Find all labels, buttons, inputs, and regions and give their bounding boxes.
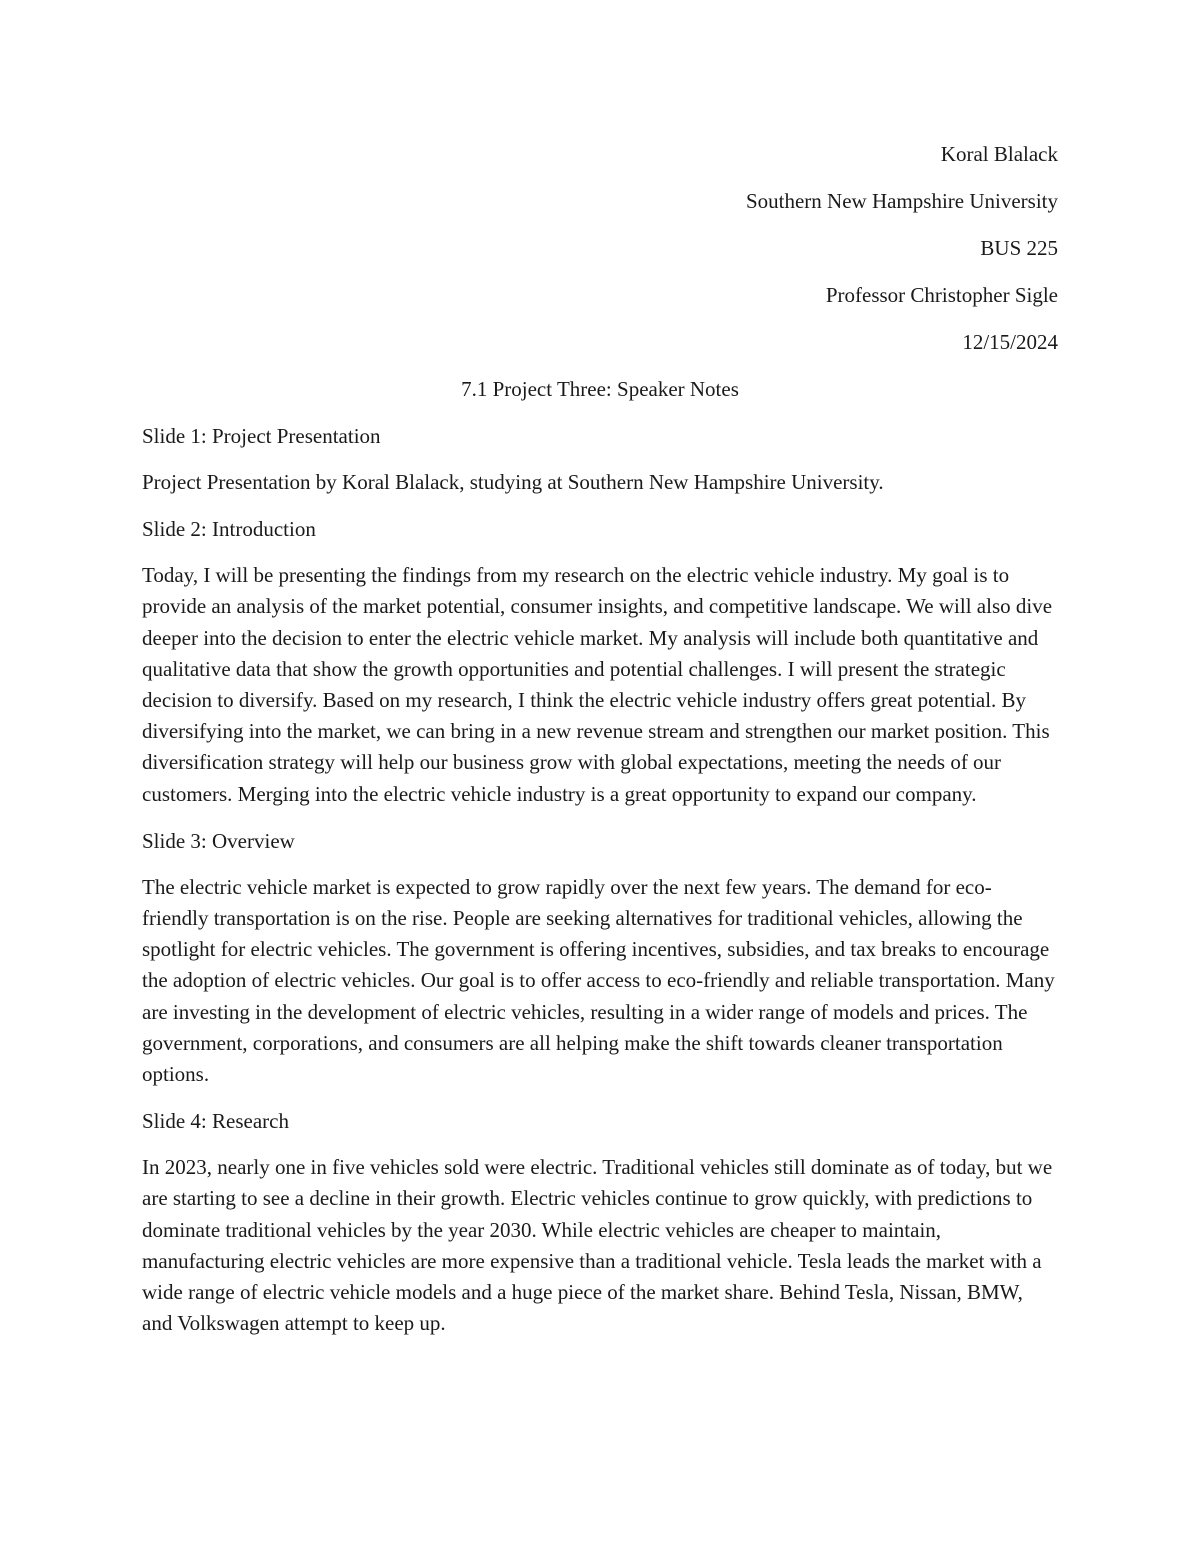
course-code: BUS 225 <box>980 236 1058 260</box>
author-header <box>142 138 1058 358</box>
document-content <box>142 138 1058 1354</box>
professor-name: Professor Christopher Sigle <box>825 283 1058 307</box>
slide-section-1 <box>142 420 1058 498</box>
document-date: 12/15/2024 <box>962 330 1058 354</box>
slide-body: Project Presentation by Koral Blalack, studying at Southern New Hampshire University. <box>142 470 884 494</box>
slide-body: Today, I will be presenting the findings from my research on the electric vehicle industry. My goal is to provide an analysis of the market potential, consumer insights, and competitive landscape. We will also dive deeper into the decision to enter the electric vehicle market. My analysis will include both quantitative and qualitative data that show the growth opportunities and potential challenges. I will present the strategic decision to diversify. Based on my research, I think the electric vehicle industry offers great potential. By diversifying into the market, we can bring in a new revenue stream and strengthen our market position. This diversification strategy will help our business grow with global expectations, meeting the needs of our customers. Merging into the electric vehicle industry is a great opportunity to expand our company. <box>142 563 1053 806</box>
slide-heading: Slide 1: Project Presentation <box>142 424 381 448</box>
slide-section-2 <box>142 513 1058 810</box>
author-name: Koral Blalack <box>940 142 1058 166</box>
slide-heading: Slide 4: Research <box>142 1109 289 1134</box>
slide-body: In 2023, nearly one in five vehicles sold were electric. Traditional vehicles still dominate as of today, but we are starting to see a decline in their growth. Electric vehicles continue to grow quickly, with predictions to dominate traditional vehicles by the year 2030. While electric vehicles are cheaper to maintain, manufacturing electric vehicles are more expensive than a traditional vehicle. Tesla leads the market with a wide range of electric vehicle models and a huge piece of the market share. Behind Tesla, Nissan, BMW, and Volkswagen attempt to keep up. <box>142 1155 1053 1336</box>
slide-body: The electric vehicle market is expected to grow rapidly over the next few years. The demand for eco-friendly transportation is on the rise. People are seeking alternatives for traditional vehicles, allowing the spotlight for electric vehicles. The government is offering incentives, subsidies, and tax breaks to encourage the adoption of electric vehicles. Our goal is to offer access to eco-friendly and reliable transportation. Many are investing in the development of electric vehicles, resulting in a wider range of models and prices. The government, corporations, and consumers are all helping make the shift towards cleaner transportation options. <box>142 874 1055 1087</box>
document-title: 7.1 Project Three: Speaker Notes <box>461 377 739 401</box>
slide-heading: Slide 2: Introduction <box>142 517 316 542</box>
slide-heading: Slide 3: Overview <box>142 828 295 853</box>
slide-section-3 <box>142 825 1058 1090</box>
slide-section-4 <box>142 1105 1058 1339</box>
university-name: Southern New Hampshire University <box>745 189 1058 213</box>
